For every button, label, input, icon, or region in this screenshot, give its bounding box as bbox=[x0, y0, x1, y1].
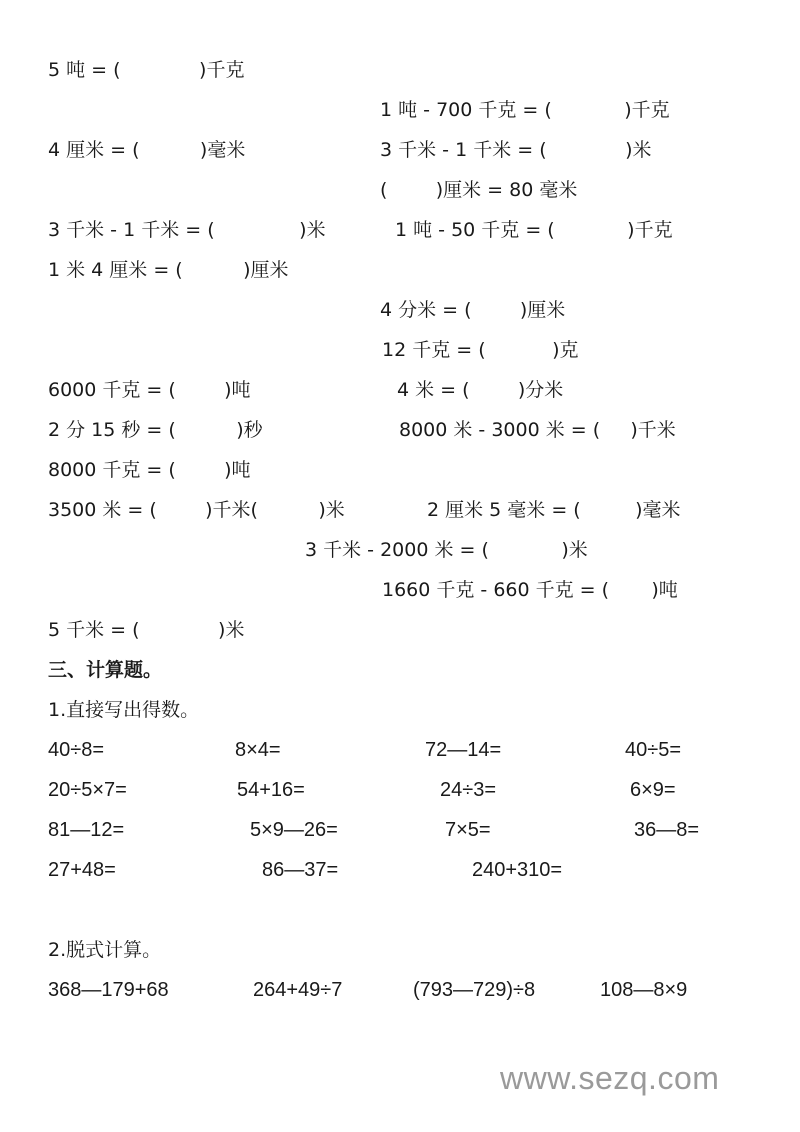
arithmetic-problem: 54+16= bbox=[237, 779, 305, 801]
conversion-problem: 8000 千克 = ( )吨 bbox=[48, 459, 251, 481]
conversion-problem: 4 米 = ( )分米 bbox=[397, 379, 564, 401]
step-calculation-problem: (793—729)÷8 bbox=[413, 979, 536, 1001]
subsection-title-step-calculation: 2.脱式计算。 bbox=[48, 939, 162, 961]
conversion-problem: 2 厘米 5 毫米 = ( )毫米 bbox=[427, 499, 681, 521]
conversion-problem: 3500 米 = ( )千米( )米 bbox=[48, 499, 345, 521]
arithmetic-problem: 6×9= bbox=[630, 779, 676, 801]
arithmetic-problem: 36—8= bbox=[634, 819, 700, 841]
arithmetic-problem: 8×4= bbox=[235, 739, 281, 761]
arithmetic-problem: 240+310= bbox=[472, 859, 563, 881]
step-calculation-problem: 368—179+68 bbox=[48, 979, 169, 1001]
arithmetic-problem: 81—12= bbox=[48, 819, 125, 841]
conversion-problem: 8000 米 - 3000 米 = ( )千米 bbox=[399, 419, 676, 441]
conversion-problem: 4 厘米 = ( )毫米 bbox=[48, 139, 246, 161]
conversion-problem: 5 千米 = ( )米 bbox=[48, 619, 245, 641]
conversion-problem: 6000 千克 = ( )吨 bbox=[48, 379, 251, 401]
step-calculation-problem: 108—8×9 bbox=[600, 979, 688, 1001]
conversion-problem: 3 千米 - 2000 米 = ( )米 bbox=[305, 539, 588, 561]
section-title-calculation: 三、计算题。 bbox=[48, 659, 163, 681]
conversion-problem: 1 吨 - 50 千克 = ( )千克 bbox=[395, 219, 673, 241]
arithmetic-problem: 86—37= bbox=[262, 859, 339, 881]
arithmetic-problem: 27+48= bbox=[48, 859, 116, 881]
conversion-problem: 4 分米 = ( )厘米 bbox=[380, 299, 566, 321]
watermark-text: www.sezq.com bbox=[500, 1060, 720, 1096]
subsection-title-direct-answers: 1.直接写出得数。 bbox=[48, 699, 200, 721]
conversion-problem: ( )厘米 = 80 毫米 bbox=[380, 179, 578, 201]
arithmetic-problem: 72—14= bbox=[425, 739, 502, 761]
arithmetic-problem: 40÷5= bbox=[625, 739, 682, 761]
conversion-problem: 5 吨 = ( )千克 bbox=[48, 59, 245, 81]
conversion-problem: 12 千克 = ( )克 bbox=[382, 339, 579, 361]
conversion-problem: 3 千米 - 1 千米 = ( )米 bbox=[380, 139, 652, 161]
conversion-problem: 2 分 15 秒 = ( )秒 bbox=[48, 419, 263, 441]
conversion-problem: 1660 千克 - 660 千克 = ( )吨 bbox=[382, 579, 678, 601]
arithmetic-problem: 7×5= bbox=[445, 819, 491, 841]
conversion-problem: 1 米 4 厘米 = ( )厘米 bbox=[48, 259, 289, 281]
arithmetic-problem: 20÷5×7= bbox=[48, 779, 127, 801]
arithmetic-problem: 24÷3= bbox=[440, 779, 497, 801]
conversion-problem: 1 吨 - 700 千克 = ( )千克 bbox=[380, 99, 670, 121]
step-calculation-problem: 264+49÷7 bbox=[253, 979, 343, 1001]
arithmetic-problem: 5×9—26= bbox=[250, 819, 338, 841]
conversion-problem: 3 千米 - 1 千米 = ( )米 bbox=[48, 219, 326, 241]
arithmetic-problem: 40÷8= bbox=[48, 739, 105, 761]
